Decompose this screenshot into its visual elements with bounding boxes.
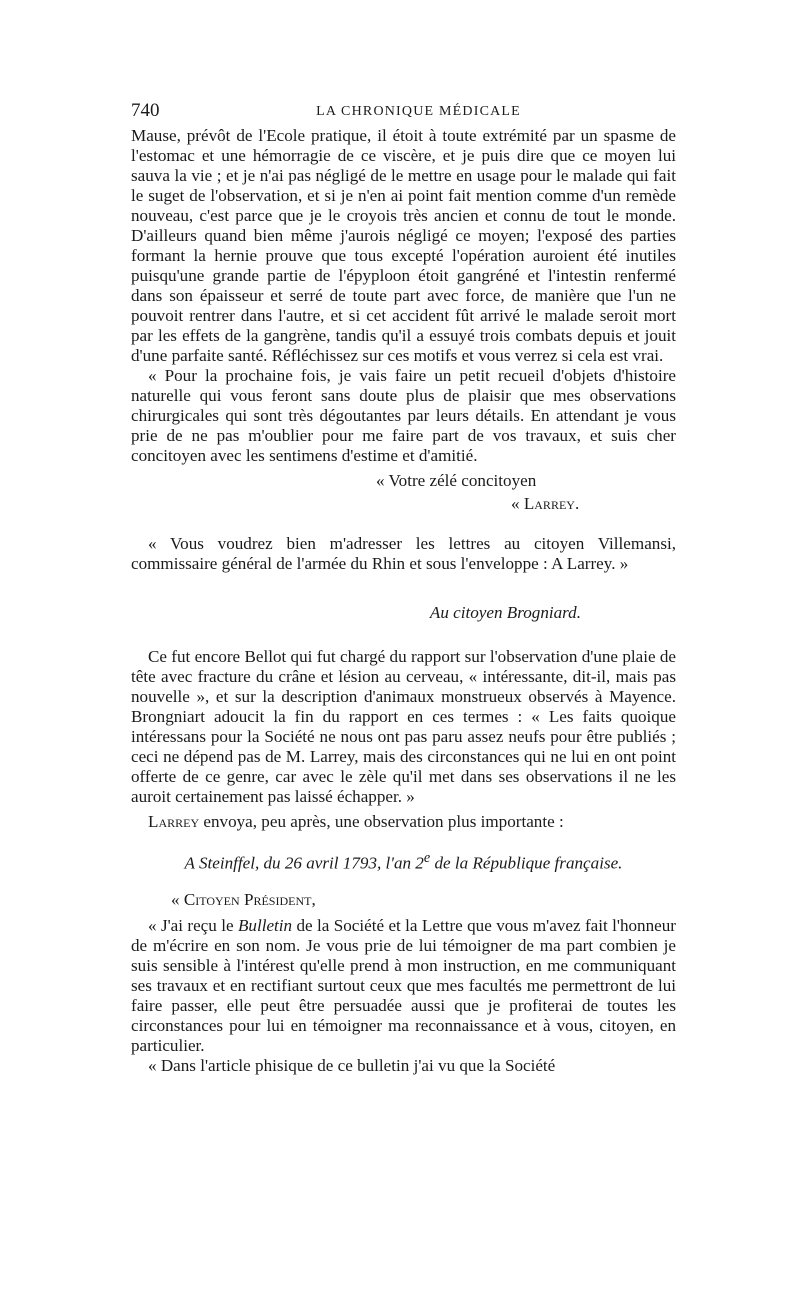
body-text (131, 126, 676, 1076)
dateline-superscript: e (423, 850, 431, 866)
page-header (131, 100, 676, 126)
paragraph-2: « Pour la prochaine fois, je vais faire un petit recueil d'objets d'histoire naturelle qui vous feront sans doute plus de plaisir que mes observations chirurgicales qui sont très dégoutantes par leurs détails. En attendant je vous prie de ne pas m'oublier pour me faire part de vos travaux, et suis cher concitoyen avec les sentimens d'estime et d'amitié. (131, 366, 676, 465)
signature-quote: « (511, 494, 524, 513)
paragraph-6: « Dans l'article phisique de ce bulletin j'ai vu que la Société (148, 1055, 556, 1075)
letter-salutation (171, 890, 676, 910)
paragraph-1: Mause, prévôt de l'Ecole pratique, il étoit à toute extrémité par un spasme de l'estomac et une hémorragie de ce viscère, et je puis dire que ce moyen lui sauva la vie ; et je n'ai pas négligé de le mettre en usage pour le malade qui fait le suget de l'observation, et si je n'en ai point fait mention comme d'un remède nouveau, c'est parce que je le croyois très ancien et connu de tout le monde. D'ailleurs quand bien même j'aurois négligé ce moyen; l'exposé des parties formant la hernie prouve que tous excepté l'opération auroient été inutiles puisqu'une grande partie de l'épyploon étoit gangréné et l'intestin renfermé dans son épaisseur et serré de toute part avec force, de manière que l'un ne pouvoit rentrer dans l'autre, et si cet accident fût arrivé le malade seroit mort par les effets de la gangrène, tandis qu'il a essuyé trois combats depuis et jouit d'une parfaite santé. Réfléchissez sur ces motifs et vous verrez si cela est vrai. (131, 126, 676, 365)
dateline-part-b: de la République française. (430, 853, 623, 873)
salutation-quote: « (171, 889, 184, 909)
address-note: « Vous voudrez bien m'adresser les lettres au citoyen Villemansi, commissaire général de l'armée du Rhin et sous l'enveloppe : A Larrey. » (131, 534, 676, 573)
salutation-text: Citoyen Président, (183, 889, 316, 909)
paragraph-5-start: « J'ai reçu le (148, 915, 238, 935)
signature-name: Larrey. (523, 494, 580, 513)
page-number: 740 (131, 100, 160, 121)
bulletin-word: Bulletin (237, 915, 293, 935)
running-title: LA CHRONIQUE MÉDICALE (316, 104, 521, 119)
letter-dateline (131, 848, 676, 874)
author-name: Larrey (148, 812, 200, 831)
paragraph-4-text: envoya, peu après, une observation plus importante : (199, 812, 564, 831)
paragraph-5 (131, 916, 676, 1056)
paragraph-5-rest: de la Société et la Lettre que vous m'avez fait l'honneur de m'écrire en son nom. Je vous prie de lui témoigner de ma part combien je suis sensible à l'intérest qu'elle prend à mon instruction, en me communiquant ses travaux et en rectifiant surtout ceux que mes facultés me permettront de lui faire passer, elle peut être persuadée aussi que je profiterai de toutes les circonstances pour lui en témoigner ma reconnaissance et à vous, citoyen, en particulier. (131, 915, 676, 1055)
recipient-line: Au citoyen Brogniard. (429, 603, 581, 622)
letter-signature (511, 494, 676, 514)
dateline-part-a: A Steinffel, du 26 avril 1793, l'an 2 (184, 853, 424, 873)
paragraph-4 (131, 812, 676, 832)
letter-closing: « Votre zélé concitoyen (376, 471, 537, 490)
paragraph-3: Ce fut encore Bellot qui fut chargé du rapport sur l'observation d'une plaie de tête avec fracture du crâne et lésion au cerveau, « intéressante, dit-il, mais pas nouvelle », et sur la description d'animaux monstrueux observés à Mayence. Brongniart adoucit la fin du rapport en ces termes : « Les faits quoique intéressans pour la Société ne nous ont pas paru assez neufs pour être publiés ; ceci ne dépend pas de M. Larrey, mais des circonstances qui ne lui en ont point offerte de ce genre, car avec le zèle qu'il met dans ses observations il ne les auroit certainement pas laissé échapper. » (131, 647, 676, 806)
